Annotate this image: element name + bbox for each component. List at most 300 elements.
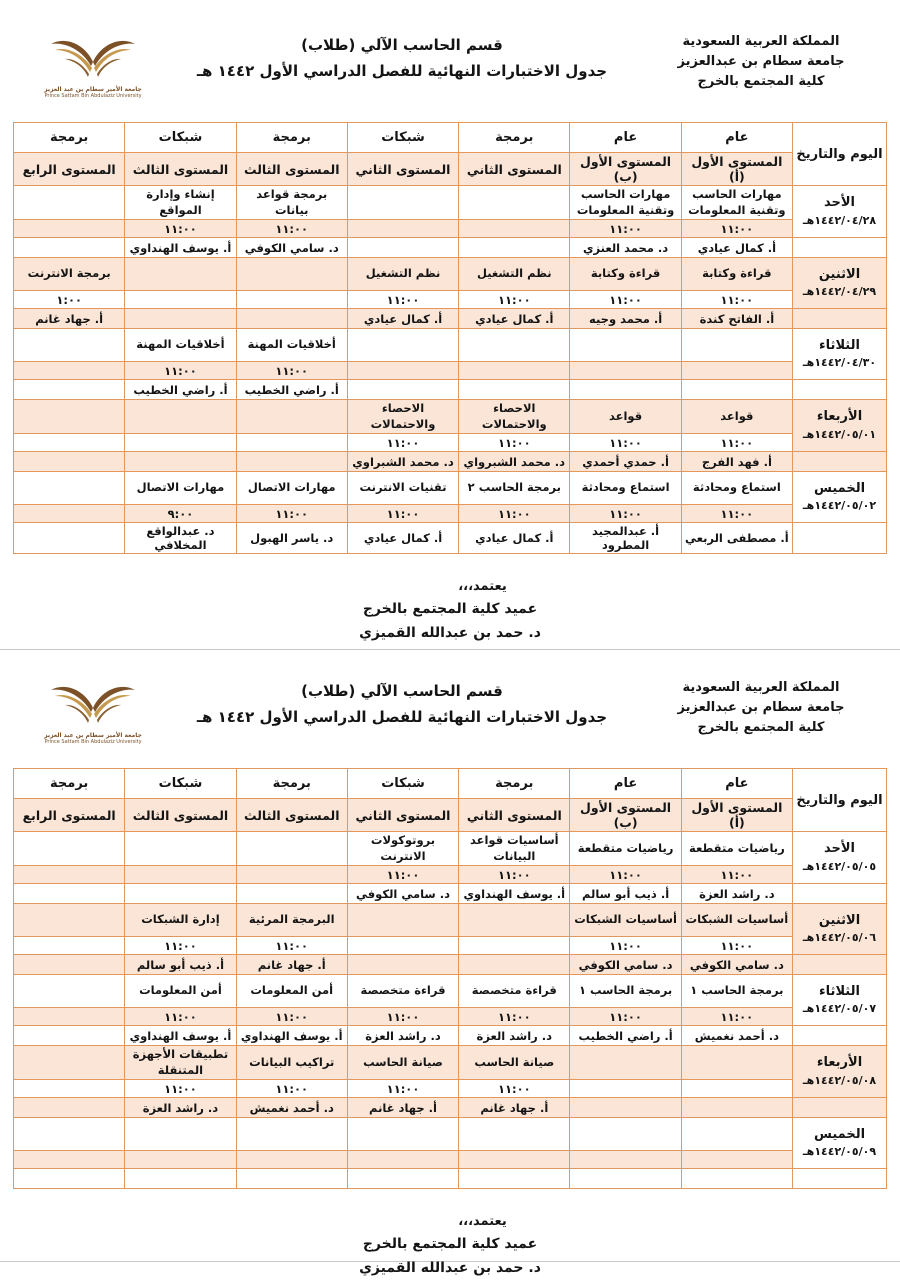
track-header-cell: شبكات bbox=[347, 123, 458, 153]
subject-cell bbox=[14, 1118, 125, 1151]
subject-cell bbox=[347, 329, 458, 362]
teacher-cell bbox=[681, 1169, 792, 1189]
teacher-cell bbox=[14, 238, 125, 258]
subject-cell bbox=[347, 186, 458, 220]
teacher-cell: د. راشد العزة bbox=[125, 1098, 236, 1118]
teacher-cell: د. أحمد نغميش bbox=[236, 1098, 347, 1118]
day-cell bbox=[793, 329, 887, 380]
time-cell: ١١:٠٠ bbox=[236, 220, 347, 238]
teacher-cell bbox=[347, 380, 458, 400]
time-cell: ٩:٠٠ bbox=[125, 505, 236, 523]
time-cell bbox=[14, 866, 125, 884]
teacher-cell bbox=[14, 955, 125, 975]
teacher-cell bbox=[459, 1169, 570, 1189]
level-header-cell: المستوى الرابع bbox=[14, 799, 125, 832]
teacher-cell bbox=[570, 380, 681, 400]
time-cell: ١١:٠٠ bbox=[459, 1008, 570, 1026]
subject-cell: أخلاقيات المهنة bbox=[236, 329, 347, 362]
subject-cell bbox=[681, 1046, 792, 1080]
time-cell bbox=[347, 937, 458, 955]
level-header-cell: المستوى الثاني bbox=[459, 799, 570, 832]
track-header-cell: برمجة bbox=[236, 123, 347, 153]
day-empty-cell bbox=[793, 452, 887, 472]
time-cell bbox=[125, 434, 236, 452]
track-header-cell: عام bbox=[570, 769, 681, 799]
time-cell bbox=[570, 1080, 681, 1098]
time-cell: ١١:٠٠ bbox=[125, 937, 236, 955]
subject-cell bbox=[459, 1118, 570, 1151]
time-cell: ١١:٠٠ bbox=[236, 505, 347, 523]
time-cell: ١١:٠٠ bbox=[347, 434, 458, 452]
schedule-page-2 bbox=[0, 650, 900, 1276]
day-name: الثلاثاء bbox=[819, 337, 860, 353]
teacher-cell: د. عبدالواقع المخلافي bbox=[125, 523, 236, 554]
subject-cell: استماع ومحادثة bbox=[570, 472, 681, 505]
subject-cell: تطبيقات الأجهزة المتنقلة bbox=[125, 1046, 236, 1080]
day-name: الأحد bbox=[823, 195, 855, 211]
teacher-cell bbox=[14, 1169, 125, 1189]
day-date: ١٤٤٢/٠٤/٣٠هـ bbox=[802, 356, 877, 370]
subject-cell bbox=[681, 329, 792, 362]
logo-caption-arabic: جامعة الأمير سطام بن عبد العزيز bbox=[44, 732, 142, 739]
logo-caption-arabic: جامعة الأمير سطام بن عبد العزيز bbox=[44, 86, 142, 93]
teacher-cell: أ. جهاد غانم bbox=[459, 1098, 570, 1118]
time-cell: ١١:٠٠ bbox=[347, 1008, 458, 1026]
time-cell: ١١:٠٠ bbox=[681, 1008, 792, 1026]
day-date: ١٤٤٢/٠٥/٠٥هـ bbox=[802, 859, 877, 873]
teacher-cell: أ. راضي الخطيب bbox=[236, 380, 347, 400]
teacher-cell: أ. حمدي أحمدي bbox=[570, 452, 681, 472]
teacher-cell: د. سامي الكوفي bbox=[681, 955, 792, 975]
subject-cell: برمجة الحاسب ٢ bbox=[459, 472, 570, 505]
subject-cell: تقنيات الانترنت bbox=[347, 472, 458, 505]
time-cell bbox=[14, 434, 125, 452]
teacher-cell bbox=[125, 309, 236, 329]
teacher-cell: أ. يوسف الهنداوي bbox=[125, 238, 236, 258]
time-cell: ١١:٠٠ bbox=[347, 291, 458, 309]
subject-cell: البرمجة المرئية bbox=[236, 904, 347, 937]
track-header-cell: عام bbox=[681, 123, 792, 153]
subject-cell bbox=[125, 258, 236, 291]
time-cell bbox=[459, 1151, 570, 1169]
time-cell: ١١:٠٠ bbox=[681, 937, 792, 955]
day-cell bbox=[793, 400, 887, 452]
department-title: قسم الحاسب الآلي (طلاب) bbox=[301, 36, 503, 54]
time-cell bbox=[14, 220, 125, 238]
time-cell: ١١:٠٠ bbox=[347, 1080, 458, 1098]
teacher-cell: أ. جهاد غانم bbox=[14, 309, 125, 329]
teacher-cell: أ. كمال عيادي bbox=[347, 309, 458, 329]
department-title: قسم الحاسب الآلي (طلاب) bbox=[301, 682, 503, 700]
teacher-cell: أ. الفاتح كندة bbox=[681, 309, 792, 329]
university-logo-icon bbox=[45, 30, 141, 82]
subject-cell bbox=[347, 1118, 458, 1151]
track-header-cell: برمجة bbox=[459, 123, 570, 153]
time-cell: ١١:٠٠ bbox=[347, 866, 458, 884]
level-header-cell: المستوى الثالث bbox=[125, 799, 236, 832]
subject-cell bbox=[236, 400, 347, 434]
subject-cell: نظم التشغيل bbox=[347, 258, 458, 291]
subject-cell bbox=[14, 400, 125, 434]
subject-cell bbox=[125, 1118, 236, 1151]
teacher-cell: د. سامي الكوفي bbox=[347, 884, 458, 904]
day-empty-cell bbox=[793, 309, 887, 329]
track-header-cell: برمجة bbox=[14, 769, 125, 799]
level-header-cell: المستوى الأول (أ) bbox=[681, 153, 792, 186]
teacher-cell bbox=[681, 1098, 792, 1118]
org-block bbox=[636, 28, 886, 92]
exam-table-body bbox=[14, 832, 887, 1189]
level-header-cell: المستوى الأول (ب) bbox=[570, 153, 681, 186]
day-date: ١٤٤٢/٠٥/٠١هـ bbox=[802, 427, 877, 441]
day-empty-cell bbox=[793, 380, 887, 400]
subject-cell bbox=[236, 1118, 347, 1151]
teacher-cell bbox=[14, 380, 125, 400]
subject-cell: أساسيات الشبكات bbox=[681, 904, 792, 937]
org-college: كلية المجتمع بالخرج bbox=[697, 720, 825, 736]
subject-cell: قراءة وكتابة bbox=[570, 258, 681, 291]
teacher-cell bbox=[459, 955, 570, 975]
day-name: الأربعاء bbox=[816, 409, 863, 425]
day-empty-cell bbox=[793, 884, 887, 904]
track-header-cell: شبكات bbox=[125, 769, 236, 799]
subject-cell: الاحصاء والاحتمالات bbox=[459, 400, 570, 434]
teacher-cell bbox=[459, 380, 570, 400]
teacher-cell bbox=[125, 1169, 236, 1189]
subject-cell: الاحصاء والاحتمالات bbox=[347, 400, 458, 434]
day-empty-cell bbox=[793, 238, 887, 258]
day-name: الخميس bbox=[813, 1126, 866, 1142]
teacher-cell: د. محمد العنزي bbox=[570, 238, 681, 258]
teacher-cell bbox=[459, 238, 570, 258]
subject-cell: بروتوكولات الانترنت bbox=[347, 832, 458, 866]
exam-table-body bbox=[14, 186, 887, 554]
teacher-cell bbox=[570, 1169, 681, 1189]
dean-name: د. حمد بن عبدالله القميزي bbox=[359, 1259, 541, 1276]
time-cell: ١١:٠٠ bbox=[570, 1008, 681, 1026]
time-cell: ١١:٠٠ bbox=[236, 1008, 347, 1026]
teacher-cell: د. راشد العزة bbox=[459, 1026, 570, 1046]
day-date: ١٤٤٢/٠٤/٢٩هـ bbox=[802, 285, 877, 299]
level-header-cell: المستوى الأول (ب) bbox=[570, 799, 681, 832]
subject-cell: مهارات الاتصال bbox=[125, 472, 236, 505]
subject-cell: أخلاقيات المهنة bbox=[125, 329, 236, 362]
approval-block bbox=[300, 1211, 600, 1281]
teacher-cell: أ. يوسف الهنداوي bbox=[236, 1026, 347, 1046]
time-cell: ١١:٠٠ bbox=[347, 505, 458, 523]
time-cell: ١١:٠٠ bbox=[570, 505, 681, 523]
subject-cell: قواعد bbox=[681, 400, 792, 434]
teacher-cell: د. راشد العزة bbox=[347, 1026, 458, 1046]
teacher-cell: أ. ذيب أبو سالم bbox=[570, 884, 681, 904]
day-date: ١٤٤٢/٠٥/٠٦هـ bbox=[802, 931, 877, 945]
university-logo-icon bbox=[45, 676, 141, 728]
day-cell bbox=[793, 258, 887, 309]
track-header-cell: عام bbox=[681, 769, 792, 799]
logo-block bbox=[18, 674, 168, 745]
time-cell bbox=[236, 1151, 347, 1169]
subject-cell bbox=[14, 975, 125, 1008]
teacher-cell: أ. كمال عيادي bbox=[347, 523, 458, 554]
time-cell bbox=[347, 362, 458, 380]
teacher-cell bbox=[236, 884, 347, 904]
teacher-cell: د. محمد الشبراوي bbox=[347, 452, 458, 472]
exam-table-1 bbox=[13, 122, 887, 554]
time-cell bbox=[14, 362, 125, 380]
time-cell: ١١:٠٠ bbox=[459, 291, 570, 309]
day-cell bbox=[793, 186, 887, 238]
org-university: جامعة سطام بن عبدالعزيز bbox=[677, 54, 845, 70]
teacher-cell bbox=[236, 1169, 347, 1189]
day-empty-cell bbox=[793, 1169, 887, 1189]
teacher-cell: أ. كمال عيادي bbox=[681, 238, 792, 258]
teacher-cell bbox=[14, 452, 125, 472]
subject-cell bbox=[14, 472, 125, 505]
teacher-cell bbox=[14, 523, 125, 554]
subject-cell: رياضيات متقطعة bbox=[570, 832, 681, 866]
teacher-cell: د. سامي الكوفي bbox=[570, 955, 681, 975]
teacher-cell bbox=[125, 452, 236, 472]
time-cell bbox=[236, 291, 347, 309]
teacher-cell: أ. عبدالمجيد المطرود bbox=[570, 523, 681, 554]
day-name: الأربعاء bbox=[816, 1055, 863, 1071]
title-block bbox=[168, 28, 636, 80]
track-header-cell: عام bbox=[570, 123, 681, 153]
teacher-cell bbox=[236, 452, 347, 472]
letterhead bbox=[0, 670, 900, 766]
teacher-cell bbox=[570, 1098, 681, 1118]
teacher-cell: أ. راضي الخطيب bbox=[125, 380, 236, 400]
level-header-cell: المستوى الثاني bbox=[347, 153, 458, 186]
time-cell bbox=[14, 505, 125, 523]
teacher-cell bbox=[347, 1169, 458, 1189]
subject-cell bbox=[459, 186, 570, 220]
day-empty-cell bbox=[793, 1098, 887, 1118]
dean-title: عميد كلية المجتمع بالخرج bbox=[362, 1236, 538, 1253]
approval-salute: يعتمد،،، bbox=[458, 579, 507, 595]
teacher-cell: د. ياسر الهبول bbox=[236, 523, 347, 554]
day-cell bbox=[793, 975, 887, 1026]
day-cell bbox=[793, 472, 887, 523]
time-cell: ١١:٠٠ bbox=[236, 362, 347, 380]
time-cell bbox=[681, 362, 792, 380]
time-cell bbox=[125, 1151, 236, 1169]
subject-cell: مهارات الاتصال bbox=[236, 472, 347, 505]
day-column-header: اليوم والتاريخ bbox=[793, 123, 887, 186]
time-cell bbox=[459, 937, 570, 955]
subject-cell bbox=[459, 904, 570, 937]
level-header-cell: المستوى الثاني bbox=[347, 799, 458, 832]
teacher-cell: أ. مصطفى الربعي bbox=[681, 523, 792, 554]
subject-cell: إدارة الشبكات bbox=[125, 904, 236, 937]
logo-block bbox=[18, 28, 168, 99]
subject-cell bbox=[125, 400, 236, 434]
exam-table-2 bbox=[13, 768, 887, 1189]
subject-cell: أمن المعلومات bbox=[125, 975, 236, 1008]
subject-cell: رياضيات متقطعة bbox=[681, 832, 792, 866]
level-header-cell: المستوى الرابع bbox=[14, 153, 125, 186]
teacher-cell: د. راشد العزة bbox=[681, 884, 792, 904]
time-cell bbox=[14, 937, 125, 955]
day-name: الاثنين bbox=[818, 266, 861, 282]
subject-cell bbox=[570, 1118, 681, 1151]
subject-cell bbox=[236, 258, 347, 291]
time-cell bbox=[125, 291, 236, 309]
subject-cell bbox=[14, 1046, 125, 1080]
day-cell bbox=[793, 1046, 887, 1098]
org-block bbox=[636, 674, 886, 738]
logo-caption-english: Prince Sattam Bin Abdulaziz University bbox=[44, 739, 142, 746]
level-header-cell: المستوى الثالث bbox=[236, 153, 347, 186]
day-name: الاثنين bbox=[818, 912, 861, 928]
time-cell: ١١:٠٠ bbox=[570, 434, 681, 452]
teacher-cell bbox=[14, 1098, 125, 1118]
subject-cell: أمن المعلومات bbox=[236, 975, 347, 1008]
exam-table-head bbox=[14, 769, 887, 832]
time-cell: ١١:٠٠ bbox=[681, 434, 792, 452]
time-cell: ١١:٠٠ bbox=[570, 291, 681, 309]
teacher-cell: د. محمد الشبرواي bbox=[459, 452, 570, 472]
day-date: ١٤٤٢/٠٥/٠٩هـ bbox=[802, 1145, 877, 1159]
day-empty-cell bbox=[793, 955, 887, 975]
day-date: ١٤٤٢/٠٤/٢٨هـ bbox=[802, 213, 877, 227]
time-cell: ١١:٠٠ bbox=[125, 1008, 236, 1026]
subject-cell: برمجة الحاسب ١ bbox=[681, 975, 792, 1008]
subject-cell: أساسيات الشبكات bbox=[570, 904, 681, 937]
time-cell: ١١:٠٠ bbox=[236, 1080, 347, 1098]
schedule-title: جدول الاختبارات النهائية للفصل الدراسي الأول ١٤٤٢ هـ bbox=[196, 62, 608, 80]
time-cell: ١١:٠٠ bbox=[125, 1080, 236, 1098]
subject-cell: أساسيات قواعد البيانات bbox=[459, 832, 570, 866]
day-date: ١٤٤٢/٠٥/٠٧هـ bbox=[802, 1002, 877, 1016]
time-cell bbox=[570, 1151, 681, 1169]
approval-block bbox=[300, 576, 600, 646]
org-college: كلية المجتمع بالخرج bbox=[697, 74, 825, 90]
time-cell bbox=[14, 1151, 125, 1169]
logo-caption-english: Prince Sattam Bin Abdulaziz University bbox=[44, 93, 142, 100]
subject-cell: تراكيب البيانات bbox=[236, 1046, 347, 1080]
subject-cell bbox=[14, 186, 125, 220]
teacher-cell: أ. كمال عيادي bbox=[459, 523, 570, 554]
time-cell: ١١:٠٠ bbox=[570, 937, 681, 955]
level-header-cell: المستوى الثالث bbox=[236, 799, 347, 832]
time-cell: ١١:٠٠ bbox=[459, 866, 570, 884]
subject-cell bbox=[14, 329, 125, 362]
subject-cell: قراءة متخصصة bbox=[347, 975, 458, 1008]
teacher-cell: أ. جهاد غانم bbox=[347, 1098, 458, 1118]
time-cell bbox=[347, 220, 458, 238]
subject-cell: قراءة وكتابة bbox=[681, 258, 792, 291]
teacher-cell: أ. راضي الخطيب bbox=[570, 1026, 681, 1046]
teacher-cell bbox=[347, 955, 458, 975]
subject-cell bbox=[347, 904, 458, 937]
org-kingdom: المملكة العربية السعودية bbox=[682, 34, 840, 49]
teacher-cell: أ. يوسف الهنداوي bbox=[125, 1026, 236, 1046]
day-name: الأحد bbox=[823, 841, 855, 857]
time-cell bbox=[459, 362, 570, 380]
day-cell bbox=[793, 832, 887, 884]
time-cell: ١١:٠٠ bbox=[570, 220, 681, 238]
approval-salute: يعتمد،،، bbox=[458, 1214, 507, 1230]
teacher-cell: أ. محمد وجيه bbox=[570, 309, 681, 329]
teacher-cell bbox=[347, 238, 458, 258]
subject-cell: برمجة الانترنت bbox=[14, 258, 125, 291]
subject-cell: قواعد bbox=[570, 400, 681, 434]
subject-cell bbox=[570, 1046, 681, 1080]
time-cell: ١١:٠٠ bbox=[681, 505, 792, 523]
time-cell bbox=[681, 1080, 792, 1098]
level-header-cell: المستوى الثاني bbox=[459, 153, 570, 186]
teacher-cell: د. أحمد نغميش bbox=[681, 1026, 792, 1046]
subject-cell: برمجة الحاسب ١ bbox=[570, 975, 681, 1008]
time-cell bbox=[681, 1151, 792, 1169]
time-cell bbox=[459, 220, 570, 238]
day-name: الثلاثاء bbox=[819, 983, 860, 999]
time-cell: ١١:٠٠ bbox=[125, 362, 236, 380]
level-header-cell: المستوى الأول (أ) bbox=[681, 799, 792, 832]
time-cell bbox=[14, 1080, 125, 1098]
teacher-cell: أ. يوسف الهنداوي bbox=[459, 884, 570, 904]
org-university: جامعة سطام بن عبدالعزيز bbox=[677, 700, 845, 716]
day-column-header: اليوم والتاريخ bbox=[793, 769, 887, 832]
day-date: ١٤٤٢/٠٥/٠٢هـ bbox=[802, 499, 877, 513]
level-header-cell: المستوى الثالث bbox=[125, 153, 236, 186]
day-cell bbox=[793, 1118, 887, 1169]
subject-cell bbox=[236, 832, 347, 866]
teacher-cell bbox=[125, 884, 236, 904]
time-cell: ١١:٠٠ bbox=[459, 505, 570, 523]
teacher-cell: أ. كمال عيادي bbox=[459, 309, 570, 329]
subject-cell: مهارات الحاسب وتقنية المعلومات bbox=[570, 186, 681, 220]
subject-cell bbox=[570, 329, 681, 362]
subject-cell bbox=[14, 904, 125, 937]
subject-cell: صيانة الحاسب bbox=[347, 1046, 458, 1080]
day-date: ١٤٤٢/٠٥/٠٨هـ bbox=[802, 1073, 877, 1087]
day-name: الخميس bbox=[813, 480, 866, 496]
day-cell bbox=[793, 904, 887, 955]
subject-cell: برمجة قواعد بيانات bbox=[236, 186, 347, 220]
time-cell bbox=[570, 362, 681, 380]
teacher-cell: أ. ذيب أبو سالم bbox=[125, 955, 236, 975]
time-cell bbox=[347, 1151, 458, 1169]
day-empty-cell bbox=[793, 523, 887, 554]
day-empty-cell bbox=[793, 1026, 887, 1046]
subject-cell: مهارات الحاسب وتقنية المعلومات bbox=[681, 186, 792, 220]
dean-name: د. حمد بن عبدالله القميزي bbox=[359, 624, 541, 641]
time-cell: ١١:٠٠ bbox=[681, 220, 792, 238]
time-cell: ١١:٠٠ bbox=[459, 1080, 570, 1098]
title-block bbox=[168, 674, 636, 726]
track-header-cell: برمجة bbox=[459, 769, 570, 799]
teacher-cell bbox=[14, 1026, 125, 1046]
time-cell: ١١:٠٠ bbox=[570, 866, 681, 884]
teacher-cell bbox=[236, 309, 347, 329]
time-cell bbox=[14, 1008, 125, 1026]
letterhead bbox=[0, 24, 900, 120]
teacher-cell: د. سامي الكوفي bbox=[236, 238, 347, 258]
subject-cell: نظم التشغيل bbox=[459, 258, 570, 291]
teacher-cell: أ. فهد الفرج bbox=[681, 452, 792, 472]
track-header-cell: شبكات bbox=[347, 769, 458, 799]
teacher-cell bbox=[14, 884, 125, 904]
subject-cell: إنشاء وإدارة المواقع bbox=[125, 186, 236, 220]
teacher-cell bbox=[681, 380, 792, 400]
time-cell: ١١:٠٠ bbox=[125, 220, 236, 238]
time-cell: ١١:٠٠ bbox=[236, 937, 347, 955]
time-cell bbox=[236, 434, 347, 452]
schedule-title: جدول الاختبارات النهائية للفصل الدراسي الأول ١٤٤٢ هـ bbox=[196, 708, 608, 726]
subject-cell: قراءة متخصصة bbox=[459, 975, 570, 1008]
